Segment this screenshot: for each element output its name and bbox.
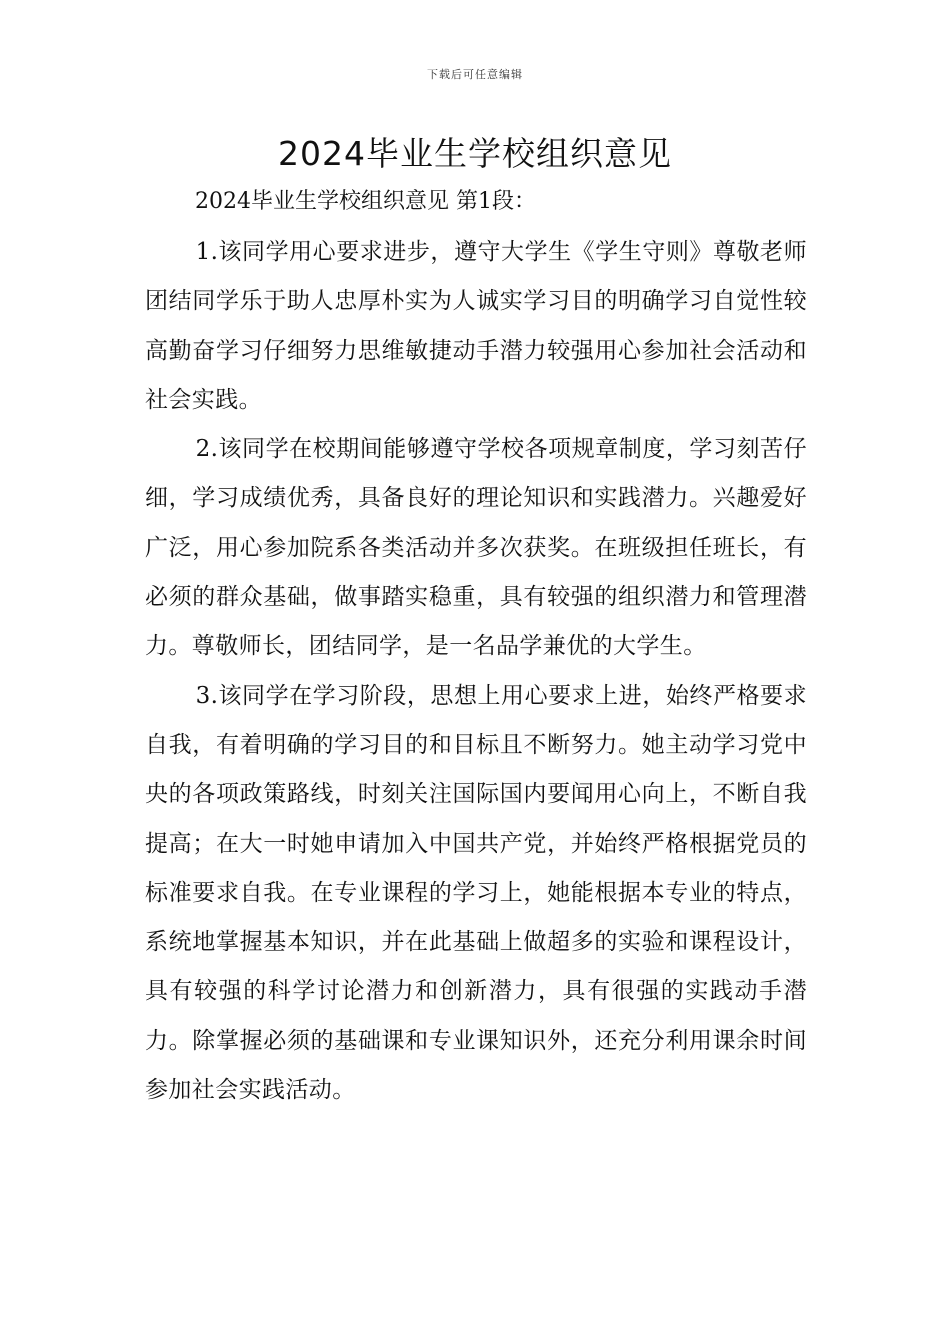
paragraph-1: 1.该同学用心要求进步，遵守大学生《学生守则》尊敬老师团结同学乐于助人忠厚朴实为人诚实学习目的明确学习自觉性较高勤奋学习仔细努力思维敏捷动手潜力较强用心参加社会活动和社会实践。 bbox=[145, 239, 807, 413]
header-note: 下载后可任意编辑 bbox=[427, 68, 523, 81]
document-title: 2024毕业生学校组织意见 bbox=[278, 134, 672, 173]
document-body bbox=[145, 182, 807, 1115]
paragraph-2: 2.该同学在校期间能够遵守学校各项规章制度，学习刻苦仔细，学习成绩优秀，具备良好的理论知识和实践潜力。兴趣爱好广泛，用心参加院系各类活动并多次获奖。在班级担任班长，有必须的群众基础，做事踏实稳重，具有较强的组织潜力和管理潜力。尊敬师长，团结同学，是一名品学兼优的大学生。 bbox=[145, 436, 807, 660]
section-subtitle: 2024毕业生学校组织意见 第1段： bbox=[195, 189, 536, 214]
paragraph-3: 3.该同学在学习阶段，思想上用心要求上进，始终严格要求自我，有着明确的学习目的和目标且不断努力。她主动学习党中央的各项政策路线，时刻关注国际国内要闻用心向上，不断自我提高；在大一时她申请加入中国共产党，并始终严格根据党员的标准要求自我。在专业课程的学习上，她能根据本专业的特点，系统地掌握基本知识，并在此基础上做超多的实验和课程设计，具有较强的科学讨论潜力和创新潜力，具有很强的实践动手潜力。除掌握必须的基础课和专业课知识外，还充分利用课余时间参加社会实践活动。 bbox=[145, 682, 807, 1104]
